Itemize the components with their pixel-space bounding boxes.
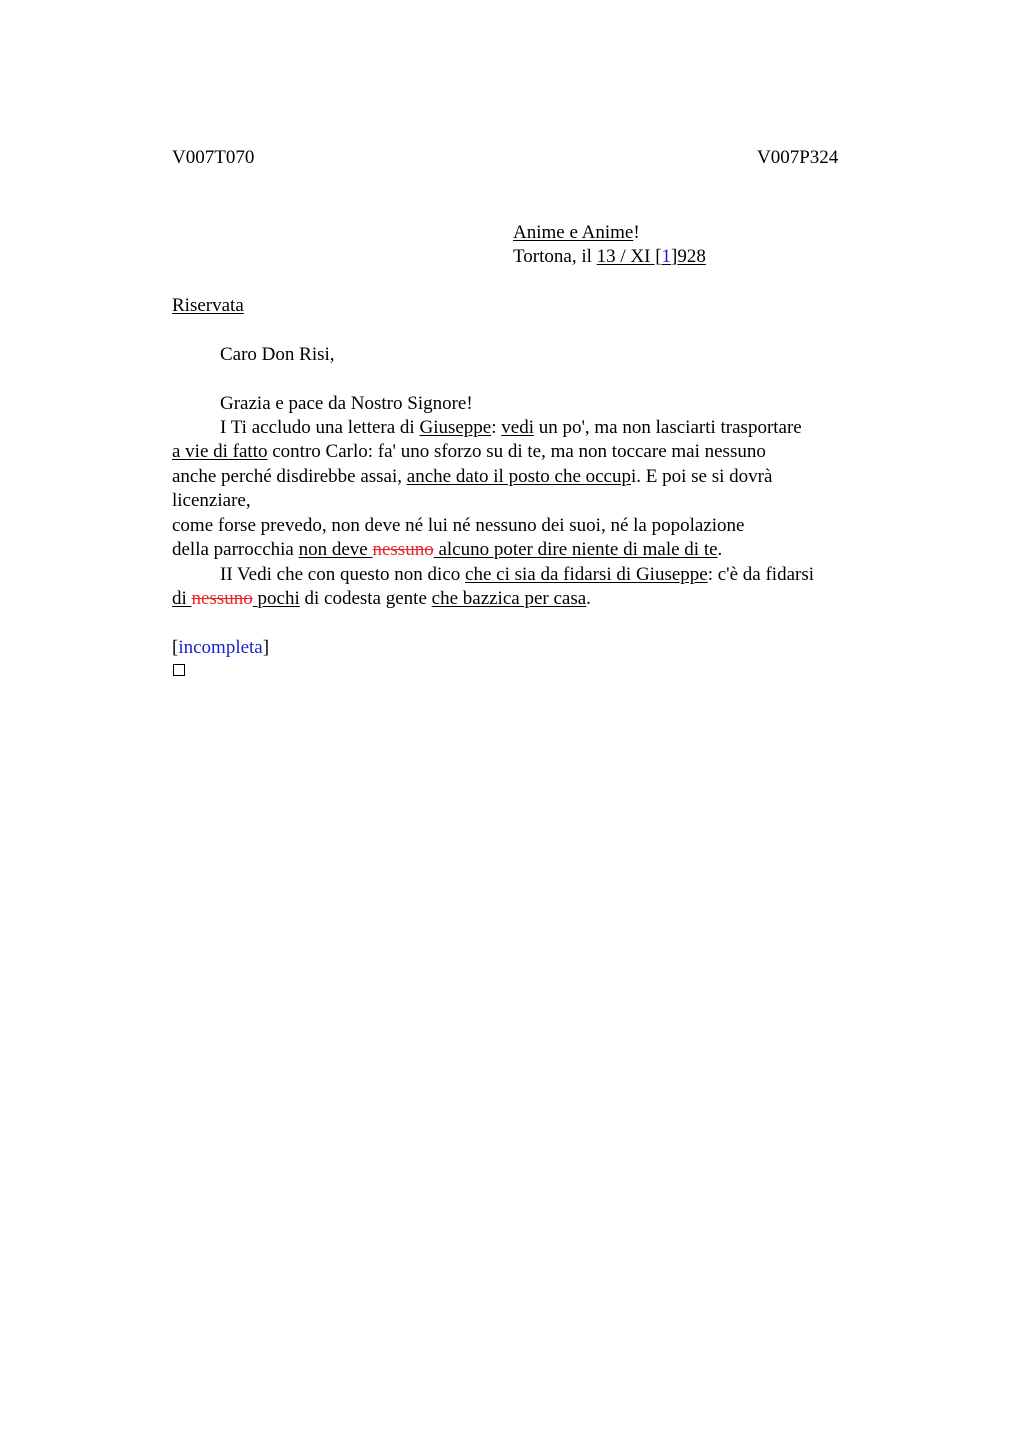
text-run: II Vedi che con questo non dico (220, 564, 466, 585)
letter-date (597, 246, 706, 267)
deleted-text: nessuno (372, 539, 434, 560)
text-run: : (491, 417, 502, 438)
paragraph-2-line-2 (172, 587, 591, 611)
paragraph-1-line-2 (172, 440, 766, 464)
incomplete-note (172, 636, 269, 660)
greeting: Grazia e pace da Nostro Signore! (220, 393, 473, 414)
paragraph-1-line-6 (172, 538, 722, 562)
paragraph-1-line-1 (220, 416, 802, 440)
incomplete-word: incompleta (178, 637, 263, 658)
paragraph-1-line-3 (172, 465, 772, 489)
bracket-open: [ (172, 637, 179, 658)
paragraph-1-line-4: licenziare, (172, 490, 251, 511)
text-run: contro Carlo: fa' uno sforzo su di te, ma non toccare mai nessuno (267, 441, 766, 462)
text-run: anche perché disdirebbe assai, (172, 466, 407, 487)
underlined-text: che bazzica per casa (431, 588, 587, 609)
underlined-text: anche dato il posto che occup (406, 466, 631, 487)
text-run: . (717, 539, 723, 560)
paragraph-2-line-1 (220, 563, 814, 587)
text-run: . (586, 588, 591, 609)
letter-title-punct: ! (633, 222, 640, 243)
letter-date-day-month: 13 / XI (596, 246, 651, 267)
document-code-right: V007P324 (757, 147, 839, 168)
salutation: Caro Don Risi, (220, 344, 335, 365)
underlined-text: che ci sia da fidarsi di Giuseppe (465, 564, 708, 585)
underlined-text: Giuseppe (419, 417, 492, 438)
letter-date-century: 1 (661, 246, 672, 267)
paragraph-1-line-5: come forse prevedo, non deve né lui né nessuno dei suoi, né la popolazione (172, 515, 745, 536)
text-run: I Ti accludo una lettera di (220, 417, 420, 438)
letter-place-date (513, 245, 706, 269)
bracket-close: ] (262, 637, 270, 658)
underlined-text: di (172, 588, 192, 609)
text-run: della parrocchia (172, 539, 299, 560)
text-run: i. E poi se si dovrà (631, 466, 773, 487)
letter-date-year: 928 (677, 246, 706, 267)
underlined-text: pochi (257, 588, 300, 609)
text-run: di codesta gente (299, 588, 432, 609)
document-code-left: V007T070 (172, 147, 255, 168)
underlined-text: vedi (501, 417, 534, 438)
text-run: un po', ma non lasciarti trasportare (533, 417, 802, 438)
letter-date-bracket-close: ] (671, 246, 678, 267)
underlined-text: alcuno poter dire niente di male di te (438, 539, 718, 560)
letter-place: Tortona, il (513, 246, 597, 267)
letter-date-bracket-open: [ (650, 246, 662, 267)
square-marker-icon (173, 664, 185, 676)
underlined-text: a vie di fatto (172, 441, 268, 462)
letter-title (513, 221, 640, 245)
text-run: : c'è da fidarsi (707, 564, 815, 585)
confidential-label: Riservata (172, 295, 244, 316)
letter-title-text: Anime e Anime (513, 222, 634, 243)
deleted-text: nessuno (191, 588, 253, 609)
underlined-text: non deve (298, 539, 373, 560)
